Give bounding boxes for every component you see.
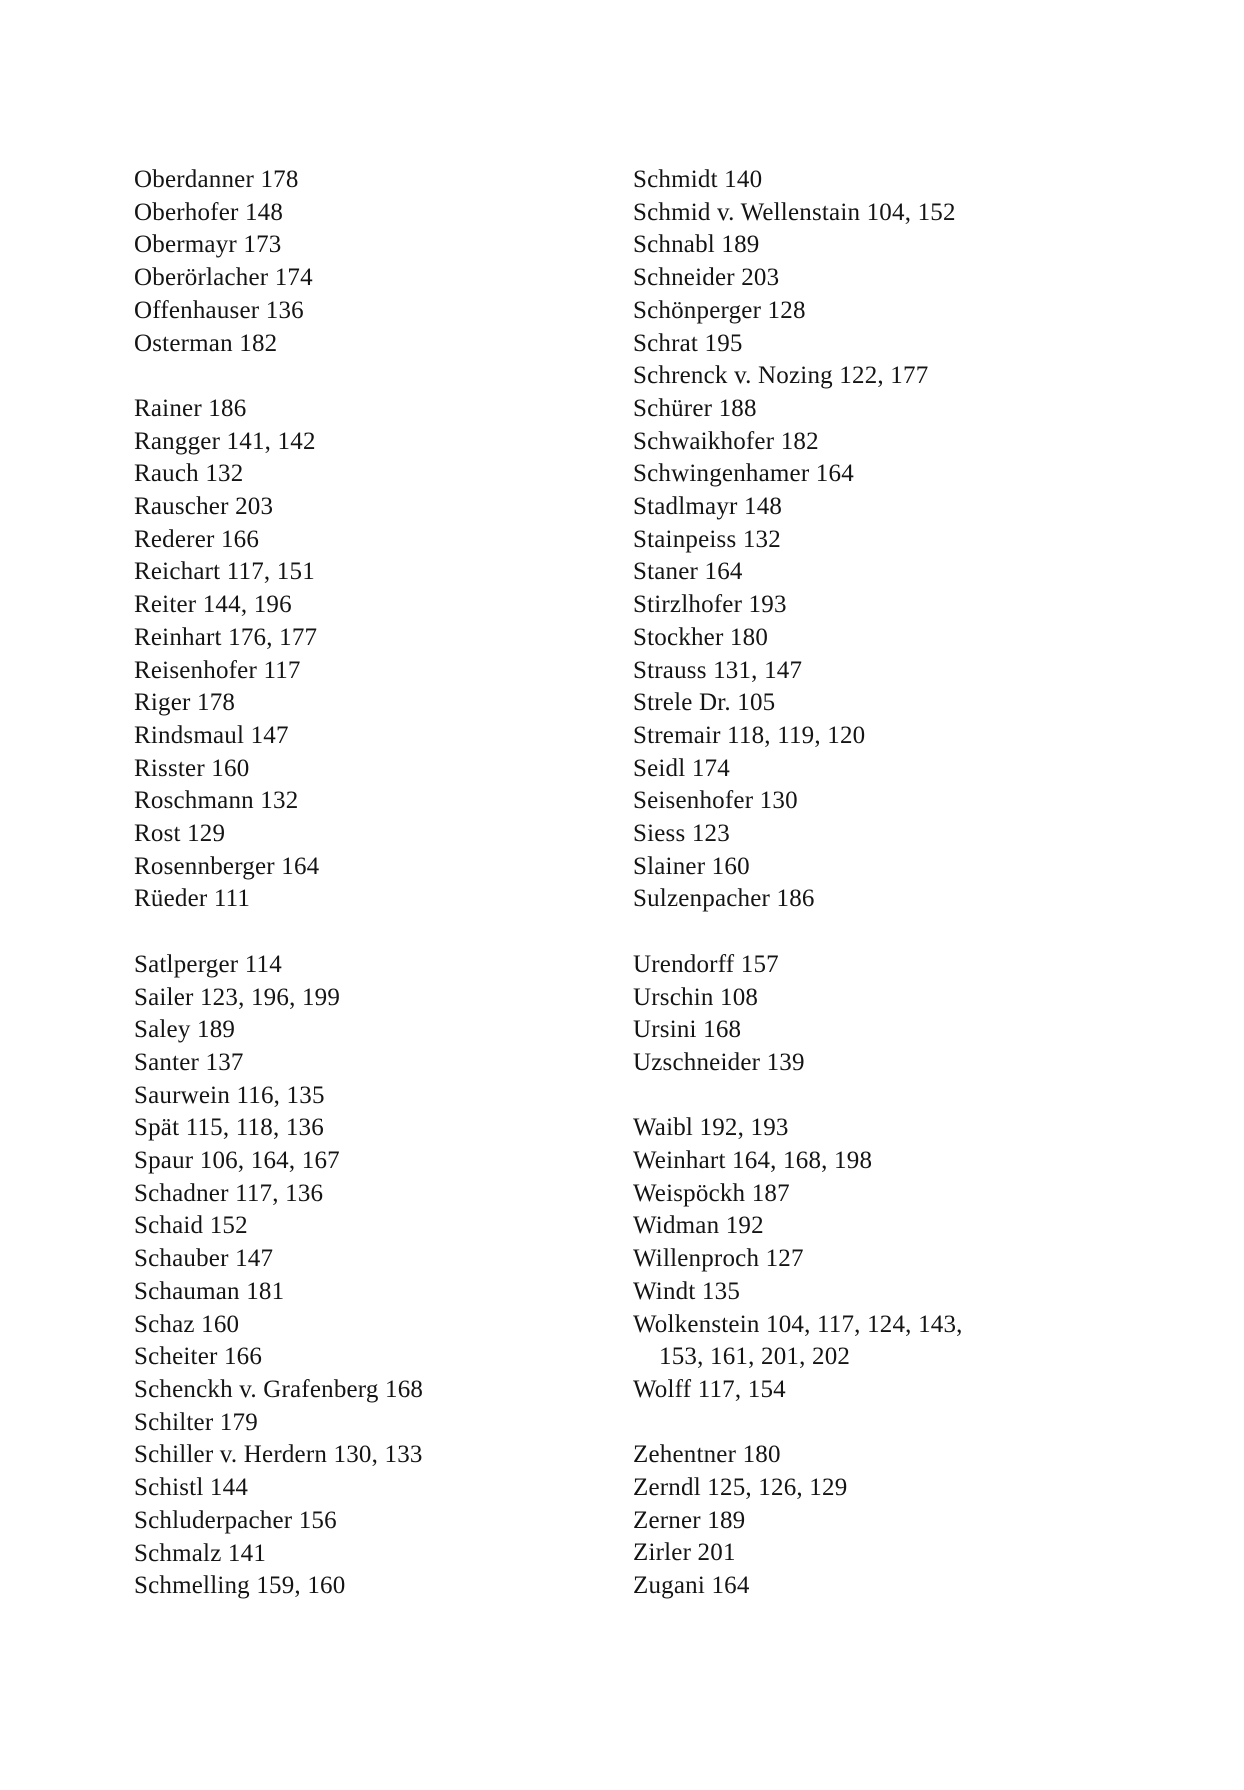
index-group-s-continued xyxy=(633,164,1193,916)
index-entry: Schaz 160 xyxy=(134,1310,240,1338)
index-entry: Urendorff 157 xyxy=(633,950,779,978)
index-entry: Reinhart 176, 177 xyxy=(134,623,318,651)
index-entry: Weinhart 164, 168, 198 xyxy=(633,1147,873,1175)
index-entry: Schneider 203 xyxy=(633,264,780,292)
index-entry: Schmidt 140 xyxy=(633,166,763,193)
right-column xyxy=(633,164,1193,1603)
index-group-u xyxy=(633,949,1193,1080)
index-entry: Schönperger 128 xyxy=(633,296,806,324)
index-entry-continuation: 153, 161, 201, 202 xyxy=(659,1343,851,1371)
index-entry: Zehentner 180 xyxy=(633,1441,781,1469)
index-entry: Staner 164 xyxy=(633,558,743,586)
index-group-o xyxy=(134,164,604,360)
index-entry: Reichart 117, 151 xyxy=(134,558,315,586)
index-entry: Schenckh v. Grafenberg 168 xyxy=(134,1375,424,1403)
index-entry: Schmid v. Wellenstain 104, 152 xyxy=(633,198,956,226)
index-entry: Risster 160 xyxy=(134,754,250,782)
index-entry: Schluderpacher 156 xyxy=(134,1506,337,1534)
index-entry: Riger 178 xyxy=(134,689,236,717)
index-entry: Scheiter 166 xyxy=(134,1343,263,1371)
index-entry: Uzschneider 139 xyxy=(633,1048,805,1076)
index-entry: Rosennberger 164 xyxy=(134,852,320,880)
index-entry: Ursini 168 xyxy=(633,1016,742,1044)
index-entry: Rindsmaul 147 xyxy=(134,721,289,749)
index-entry: Siess 123 xyxy=(633,820,730,848)
index-entry: Rauscher 203 xyxy=(134,493,274,521)
index-entry: Reiter 144, 196 xyxy=(134,591,292,619)
index-entry: Zirler 201 xyxy=(633,1539,736,1567)
index-entry: Zerner 189 xyxy=(633,1506,746,1534)
index-entry: Windt 135 xyxy=(633,1277,741,1305)
index-entry: Schauber 147 xyxy=(134,1245,274,1273)
index-entry: Osterman 182 xyxy=(134,329,278,357)
index-entry: Schilter 179 xyxy=(134,1408,258,1436)
index-entry: Santer 137 xyxy=(134,1048,244,1076)
index-entry: Rangger 141, 142 xyxy=(134,427,316,455)
index-entry: Wolff 117, 154 xyxy=(633,1375,786,1403)
index-entry: Schwaikhofer 182 xyxy=(633,427,819,455)
index-entry: Widman 192 xyxy=(633,1212,764,1240)
index-entry: Strele Dr. 105 xyxy=(633,689,776,717)
index-entry: Oberörlacher 174 xyxy=(134,264,313,292)
index-entry: Seisenhofer 130 xyxy=(633,787,798,815)
index-entry: Urschin 108 xyxy=(633,983,759,1011)
index-entry: Waibl 192, 193 xyxy=(633,1114,789,1142)
index-entry: Spaur 106, 164, 167 xyxy=(134,1147,340,1175)
index-entry: Rainer 186 xyxy=(134,394,247,422)
index-entry: Saley 189 xyxy=(134,1016,236,1044)
index-entry: Zugani 164 xyxy=(633,1572,750,1600)
index-entry: Slainer 160 xyxy=(633,852,750,880)
index-entry: Stirzlhofer 193 xyxy=(633,591,787,619)
index-entry: Satlperger 114 xyxy=(134,950,282,978)
index-group-r xyxy=(134,393,604,916)
index-entry: Obermayr 173 xyxy=(134,231,282,259)
index-group-z xyxy=(633,1439,1193,1603)
index-entry: Schmalz 141 xyxy=(134,1539,267,1567)
index-entry: Reisenhofer 117 xyxy=(134,656,301,684)
index-entry: Schistl 144 xyxy=(134,1474,249,1502)
index-entry: Stadlmayr 148 xyxy=(633,493,783,521)
index-entry: Oberdanner 178 xyxy=(134,166,299,193)
index-entry: Willenproch 127 xyxy=(633,1245,804,1273)
index-entry: Oberhofer 148 xyxy=(134,198,284,226)
index-entry: Schaid 152 xyxy=(134,1212,248,1240)
index-entry: Stremair 118, 119, 120 xyxy=(633,721,866,749)
index-entry: Schmelling 159, 160 xyxy=(134,1572,346,1600)
index-entry: Rederer 166 xyxy=(134,525,260,553)
index-entry: Spät 115, 118, 136 xyxy=(134,1114,324,1142)
index-entry: Seidl 174 xyxy=(633,754,730,782)
index-entry: Schadner 117, 136 xyxy=(134,1179,324,1207)
index-entry: Sulzenpacher 186 xyxy=(633,885,815,913)
index-entry: Wolkenstein 104, 117, 124, 143, xyxy=(633,1310,963,1338)
index-entry: Sailer 123, 196, 199 xyxy=(134,983,341,1011)
index-entry: Schürer 188 xyxy=(633,394,757,422)
index-entry: Stockher 180 xyxy=(633,623,769,651)
index-entry: Strauss 131, 147 xyxy=(633,656,803,684)
index-entry: Schrenck v. Nozing 122, 177 xyxy=(633,362,929,390)
index-entry: Roschmann 132 xyxy=(134,787,299,815)
index-group-w xyxy=(633,1112,1193,1406)
index-entry: Weispöckh 187 xyxy=(633,1179,790,1207)
index-entry: Rost 129 xyxy=(134,820,226,848)
index-entry: Rüeder 111 xyxy=(134,885,251,913)
index-entry: Rauch 132 xyxy=(134,460,244,488)
index-entry: Schiller v. Herdern 130, 133 xyxy=(134,1441,423,1469)
index-entry: Schnabl 189 xyxy=(633,231,760,259)
left-column xyxy=(134,164,604,1603)
index-entry: Schwingenhamer 164 xyxy=(633,460,854,488)
index-entry: Schauman 181 xyxy=(134,1277,285,1305)
index-entry: Zerndl 125, 126, 129 xyxy=(633,1474,848,1502)
index-entry: Offenhauser 136 xyxy=(134,296,304,324)
index-entry: Schrat 195 xyxy=(633,329,743,357)
index-entry: Stainpeiss 132 xyxy=(633,525,781,553)
index-entry: Saurwein 116, 135 xyxy=(134,1081,325,1109)
index-group-s xyxy=(134,949,604,1603)
